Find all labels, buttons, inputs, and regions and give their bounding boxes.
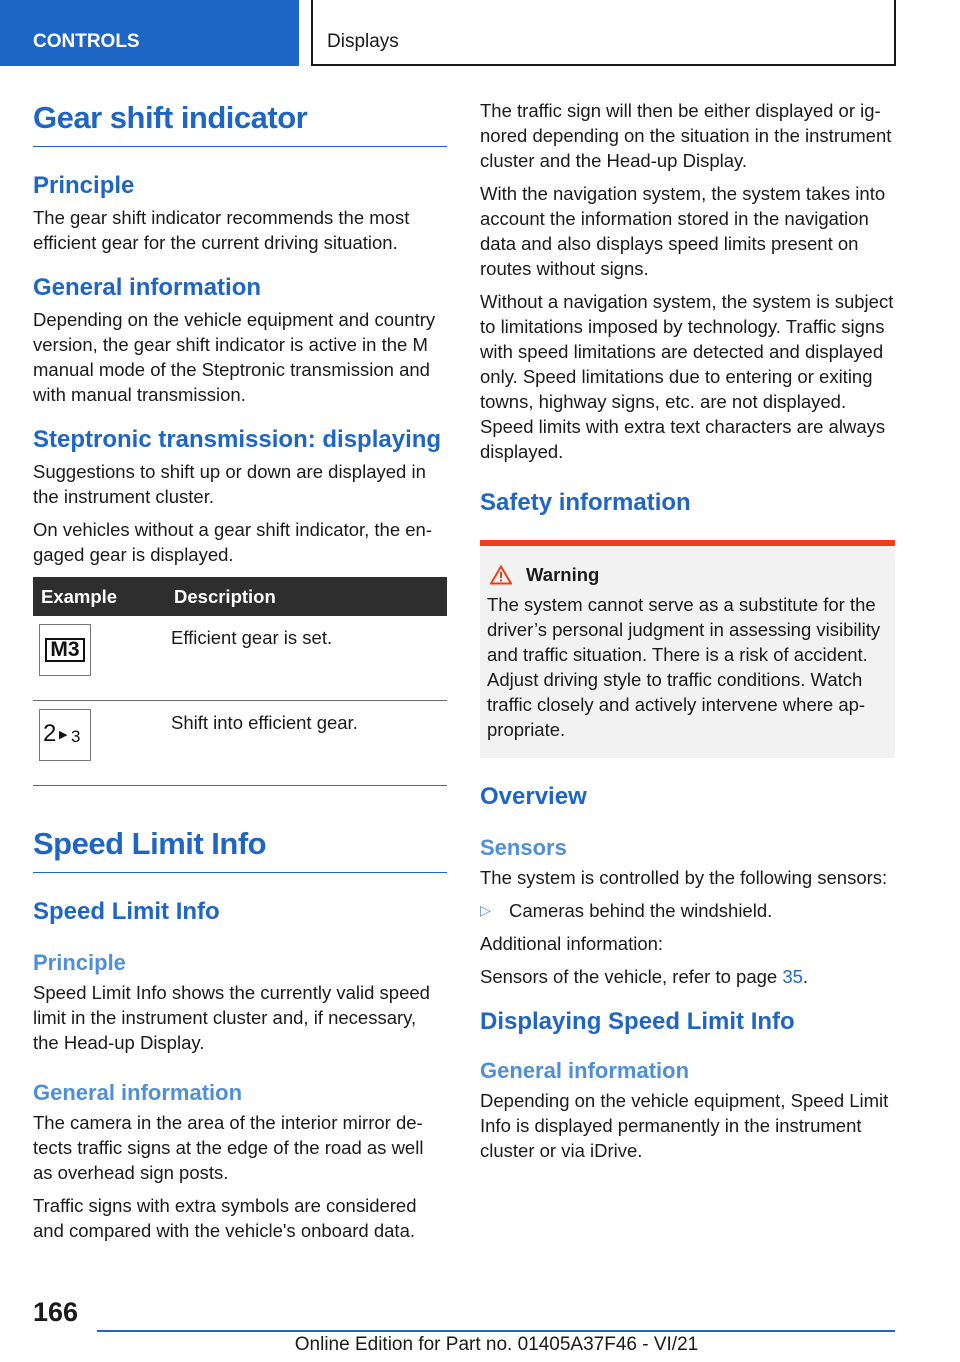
general-info-heading: General information (33, 274, 262, 301)
safety-heading: Safety information (480, 489, 691, 516)
section-tab[interactable]: CONTROLS (0, 0, 299, 66)
steptronic-heading: Steptronic transmission: displaying (33, 426, 442, 453)
warning-triangle-icon (490, 565, 512, 585)
warning-box (480, 540, 895, 758)
sensors-reference: Sensors of the vehicle, refer to page 35. (480, 966, 809, 987)
steptronic-text-2: On vehicles without a gear shift indicator, the engaged gear is displayed. (33, 519, 433, 565)
sli-principle-text: Speed Limit Info shows the currently valid speed limit in the instrument cluster and, if necessary, the Head-up Display. (33, 982, 430, 1053)
warning-text: The system cannot serve as a substitute for the driver’s personal judgment in assessing visibility and traffic situation. There is a risk of accident. Adjust driving style to traffic conditions. Watch traffic closely and actively intervene where appropriate. (487, 594, 881, 740)
m3-gear-icon: M3 (39, 624, 91, 676)
right-text-1: The traffic sign will then be either displayed or ignored depending on the situation in the instrument cluster and the Head-up Display. (480, 100, 892, 171)
displaying-general-text: Depending on the vehicle equipment, Speed Limit Info is displayed permanently in the instrument cluster or via iDrive. (480, 1090, 889, 1161)
table-row (33, 701, 447, 786)
row-desc: Efficient gear is set. (163, 616, 447, 701)
overview-heading: Overview (480, 783, 587, 810)
table-header (33, 577, 447, 616)
right-text-3: Without a navigation system, the system is subject to limitations imposed by technology. Traffic signs with speed limitations are detected and displayed only. Speed limitations due to entering or exiting towns, highway signs, etc. are not displayed. Speed limits with extra text characters are always displayed. (480, 291, 894, 462)
right-text-2: With the navigation system, the system takes into account the information stored in the navigation data and also displays speed limits present on routes without signs. (480, 183, 886, 279)
displaying-general-heading: General information (480, 1058, 690, 1083)
col-description: Description (163, 577, 447, 616)
sli-general-text-1: The camera in the area of the interior mirror detects traffic signs at the edge of the road as well as overhead sign posts. (33, 1112, 424, 1183)
sli-subheading: Speed Limit Info (33, 898, 220, 925)
steptronic-text-1: Suggestions to shift up or down are displayed in the instrument cluster. (33, 461, 426, 507)
page-link[interactable]: 35 (782, 966, 803, 987)
footer-edition: Online Edition for Part no. 01405A37F46 - VI/21 (294, 1334, 699, 1355)
triangle-bullet-icon: ▷ (480, 902, 491, 918)
chapter-tab[interactable]: Displays (311, 0, 896, 66)
footer-divider (97, 1330, 895, 1332)
table-row (33, 616, 447, 701)
speed-limit-heading: Speed Limit Info (33, 824, 447, 873)
right-column (480, 98, 895, 1171)
sli-general-heading: General information (33, 1080, 243, 1105)
col-example: Example (33, 577, 163, 616)
sensors-text: The system is controlled by the following sensors: (480, 867, 888, 888)
shift-up-icon: 2 ▶ 3 (39, 709, 91, 761)
sli-principle-heading: Principle (33, 950, 126, 975)
list-item: ▷ Cameras behind the windshield. (480, 900, 773, 921)
warning-label: Warning (526, 564, 600, 585)
left-column (33, 98, 447, 1251)
general-info-text: Depending on the vehicle equipment and country version, the gear shift indicator is active in the M manual mode of the Steptronic transmission and with manual transmission. (33, 309, 436, 405)
row-desc: Shift into efficient gear. (163, 701, 447, 786)
sli-general-text-2: Traffic signs with extra symbols are considered and compared with the vehicle's onboard data. (33, 1195, 417, 1241)
sensors-heading: Sensors (480, 835, 567, 860)
displaying-heading: Displaying Speed Limit Info (480, 1008, 795, 1035)
additional-info: Additional information: (480, 933, 664, 954)
gear-table (33, 577, 447, 786)
principle-text: The gear shift indicator recommends the most efficient gear for the current driving situation. (33, 207, 410, 253)
gear-shift-heading: Gear shift indicator (33, 98, 447, 147)
page-number: 166 (33, 1297, 79, 1327)
principle-heading: Principle (33, 172, 135, 199)
